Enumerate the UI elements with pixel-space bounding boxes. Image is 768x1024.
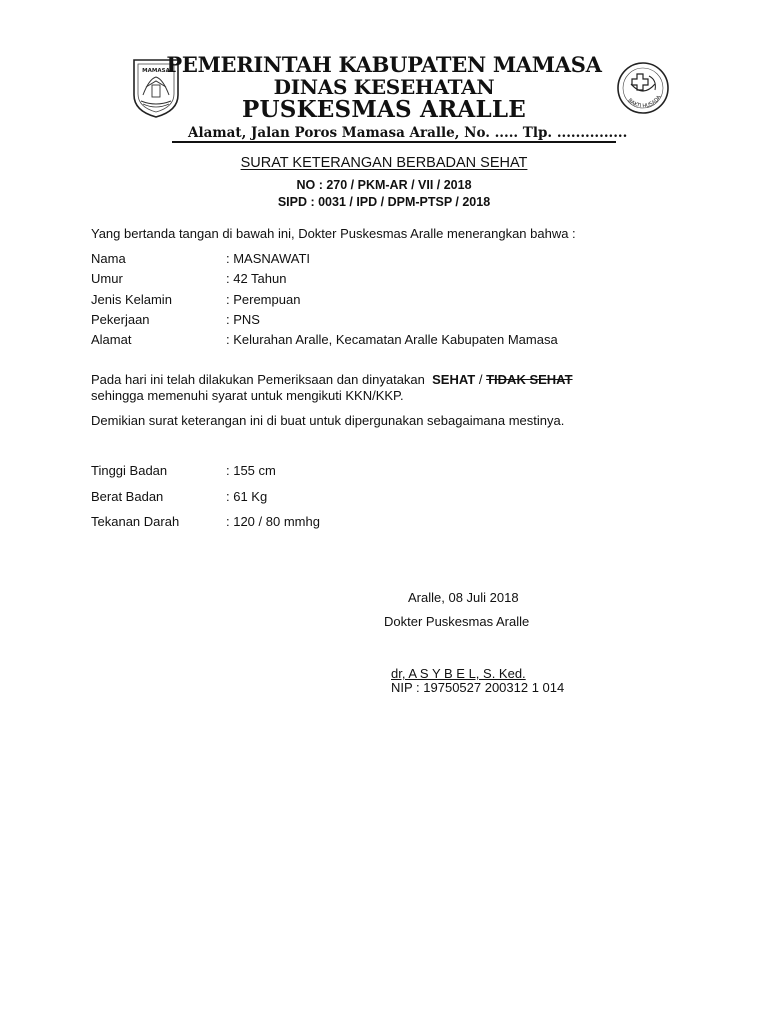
signer-position: Dokter Puskesmas Aralle: [384, 614, 530, 629]
header-department: DINAS KESEHATAN: [273, 75, 495, 99]
measure-label-blood-pressure: Tekanan Darah: [91, 514, 180, 529]
exam-prefix: Pada hari ini telah dilakukan Pemeriksaan dan dinyatakan: [91, 372, 425, 387]
closing-text: Demikian surat keterangan ini di buat untuk dipergunakan sebagaimana mestinya.: [91, 413, 565, 428]
header-divider: [172, 141, 616, 143]
header-office: PUSKESMAS ARALLE: [242, 96, 526, 123]
field-value-umur: : 42 Tahun: [226, 271, 287, 286]
field-value-alamat: : Kelurahan Aralle, Kecamatan Aralle Kabupaten Mamasa: [226, 332, 558, 347]
field-value-jenis-kelamin: : Perempuan: [226, 292, 301, 307]
crest-caption: MAMASA: [142, 68, 170, 74]
exam-statement: [91, 372, 573, 387]
status-slash: /: [478, 372, 483, 387]
field-label-jenis-kelamin: Jenis Kelamin: [91, 292, 172, 307]
field-label-pekerjaan: Pekerjaan: [91, 312, 150, 327]
measure-value-weight: : 61 Kg: [226, 489, 268, 504]
field-label-alamat: Alamat: [91, 332, 132, 347]
measure-label-weight: Berat Badan: [91, 489, 164, 504]
status-unhealthy: TIDAK SEHAT: [486, 372, 573, 387]
header-address: Alamat, Jalan Poros Mamasa Aralle, No. ..... Tlp. ...............: [188, 125, 628, 141]
place-date: Aralle, 08 Juli 2018: [408, 590, 519, 605]
status-healthy: SEHAT: [432, 372, 476, 387]
intro-text: Yang bertanda tangan di bawah ini, Dokter Puskesmas Aralle menerangkan bahwa :: [91, 226, 576, 241]
field-value-pekerjaan: : PNS: [226, 312, 260, 327]
signer-nip: NIP : 19750527 200312 1 014: [391, 680, 565, 695]
measure-value-height: : 155 cm: [226, 463, 276, 478]
document-number: NO : 270 / PKM-AR / VII / 2018: [296, 178, 472, 192]
signer-name: dr, A S Y B E L, S. Ked.: [391, 666, 526, 681]
field-label-umur: Umur: [91, 271, 123, 286]
logo-arc-caption: BAKTI HUSADA: [626, 94, 663, 110]
document-title: SURAT KETERANGAN BERBADAN SEHAT: [240, 155, 528, 171]
field-label-nama: Nama: [91, 251, 126, 266]
header-government: PEMERINTAH KABUPATEN MAMASA: [166, 52, 602, 77]
measure-value-blood-pressure: : 120 / 80 mmhg: [226, 514, 320, 529]
measure-label-height: Tinggi Badan: [91, 463, 168, 478]
field-value-nama: : MASNAWATI: [226, 251, 311, 266]
exam-purpose: sehingga memenuhi syarat untuk mengikuti KKN/KKP.: [91, 388, 404, 403]
document-sipd: SIPD : 0031 / IPD / DPM-PTSP / 2018: [277, 195, 491, 209]
